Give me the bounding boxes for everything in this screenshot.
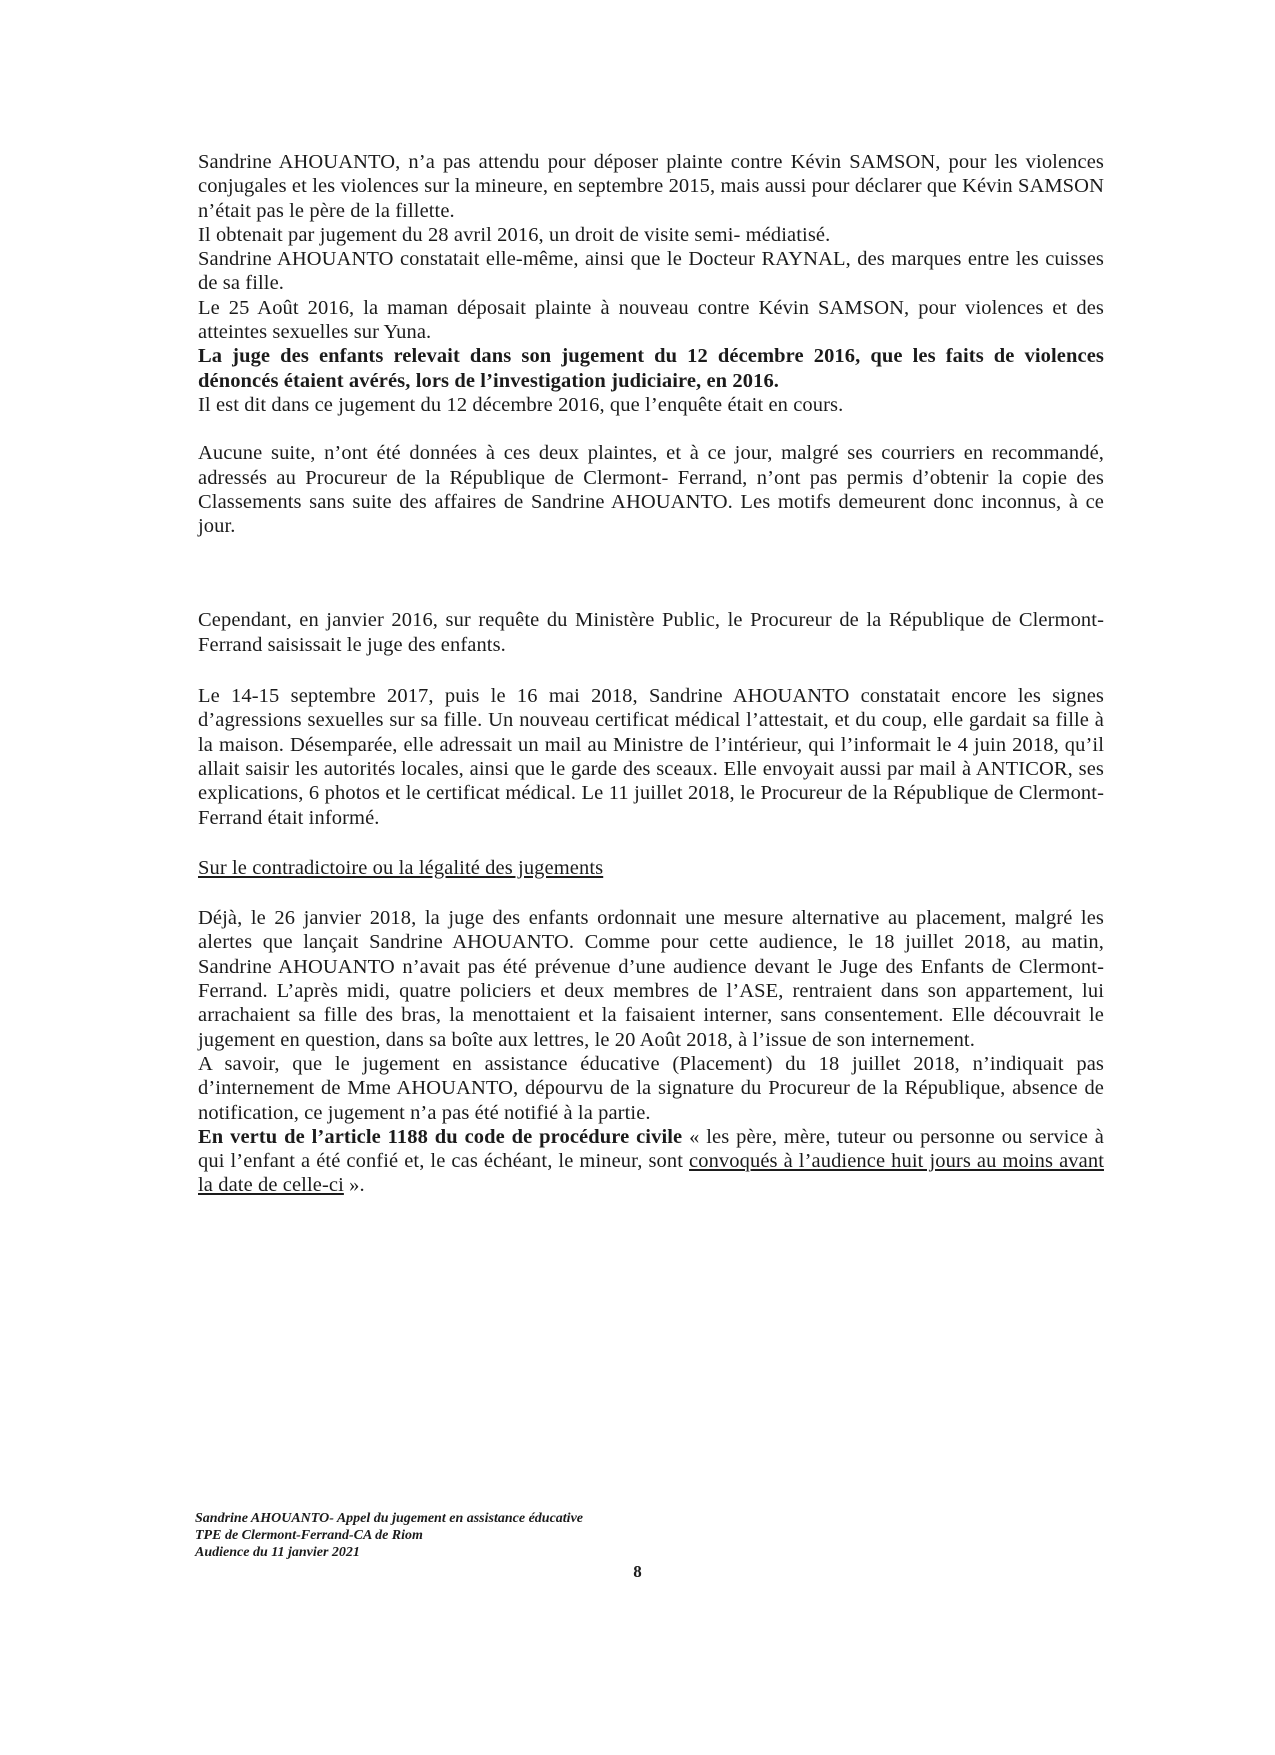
- footer-line-3: Audience du 11 janvier 2021: [195, 1545, 360, 1560]
- paragraph-ministere-public: Cependant, en janvier 2016, sur requête du Ministère Public, le Procureur de la République de Clermont- Ferrand saisissait le juge des enfants.: [198, 609, 1104, 656]
- page-number: 8: [633, 1562, 642, 1581]
- section-heading: Sur le contradictoire ou la légalité des jugements: [198, 856, 604, 879]
- paragraph-enquete-en-cours: Il est dit dans ce jugement du 12 décembre 2016, que l’enquête était en cours.: [198, 393, 844, 416]
- page-footer: [195, 1510, 583, 1561]
- paragraph-assistance-educative: A savoir, que le jugement en assistance éducative (Placement) du 18 juillet 2018, n’indiquait pas d’internement de Mme AHOUANTO, dépourvu de la signature du Procureur de la République, absence de notification, ce jugement n’a pas été notifié à la partie.: [198, 1052, 1104, 1124]
- article-quote-end: ».: [343, 1174, 365, 1197]
- footer-line-2: TPE de Clermont-Ferrand-CA de Riom: [195, 1528, 423, 1543]
- article-reference: En vertu de l’article 1188 du code de procédure civile: [198, 1125, 683, 1148]
- paragraph-plainte-aout-2016: Le 25 Août 2016, la maman déposait plainte à nouveau contre Kévin SAMSON, pour violences et des atteintes sexuelles sur Yuna.: [198, 296, 1104, 344]
- paragraph-droit-de-visite: Il obtenait par jugement du 28 avril 2016, un droit de visite semi- médiatisé.: [198, 223, 831, 246]
- paragraph-aucune-suite: Aucune suite, n’ont été données à ces deux plaintes, et à ce jour, malgré ses courriers en recommandé, adressés au Procureur de la République de Clermont- Ferrand, n’ont pas permis d’obtenir la copie des Classements sans suite des affaires de Sandrine AHOUANTO. Les motifs demeurent donc inconnus, à ce jour.: [198, 442, 1104, 538]
- paragraph-audience-juillet-2018: Déjà, le 26 janvier 2018, la juge des enfants ordonnait une mesure alternative au placement, malgré les alertes que lançait Sandrine AHOUANTO. Comme pour cette audience, le 18 juillet 2018, au matin, Sandrine AHOUANTO n’avait pas été prévenue d’une audience devant le Juge des Enfants de Clermont-Ferrand. L’après midi, quatre policiers et deux membres de l’ASE, rentraient dans son appartement, lui arrachaient sa fille des bras, la menottaient et la faisaient interner, sans consentement. Elle découvrait le jugement en question, dans sa boîte aux lettres, le 20 Août 2018, à l’issue de son internement.: [198, 907, 1104, 1051]
- paragraph-agressions-2017-2018: Le 14-15 septembre 2017, puis le 16 mai 2018, Sandrine AHOUANTO constatait encore les signes d’agressions sexuelles sur sa fille. Un nouveau certificat médical l’attestait, et du coup, elle gardait sa fille à la maison. Désemparée, elle adressait un mail au Ministre de l’intérieur, qui l’informait le 4 juin 2018, qu’il allait saisir les autorités locales, ainsi que le garde des sceaux. Elle envoyait aussi par mail à ANTICOR, ses explications, 6 photos et le certificat médical. Le 11 juillet 2018, le Procureur de la République de Clermont-Ferrand était informé.: [198, 685, 1104, 829]
- paragraph-article-1188: [198, 1125, 1104, 1198]
- article-quote-underlined: convoqués à l’audience huit jours au moins avant la date de celle-ci: [198, 1150, 1104, 1197]
- article-quote: « les père, mère, tuteur ou personne ou service à qui l’enfant a été confié et, le cas échéant, le mineur, sont: [198, 1125, 1105, 1173]
- paragraph-plainte-2015: Sandrine AHOUANTO, n’a pas attendu pour déposer plainte contre Kévin SAMSON, pour les violences conjugales et les violences sur la mineure, en septembre 2015, mais aussi pour déclarer que Kévin SAMSON n’était pas le père de la fillette.: [198, 151, 1104, 222]
- paragraph-docteur-raynal: Sandrine AHOUANTO constatait elle-même, ainsi que le Docteur RAYNAL, des marques entre les cuisses de sa fille.: [198, 248, 1104, 295]
- document-body: [198, 150, 1104, 1198]
- footer-line-1: Sandrine AHOUANTO- Appel du jugement en assistance éducative: [195, 1511, 583, 1526]
- paragraph-jugement-decembre-2016: La juge des enfants relevait dans son jugement du 12 décembre 2016, que les faits de violences dénoncés étaient avérés, lors de l’investigation judiciaire, en 2016.: [198, 345, 1104, 392]
